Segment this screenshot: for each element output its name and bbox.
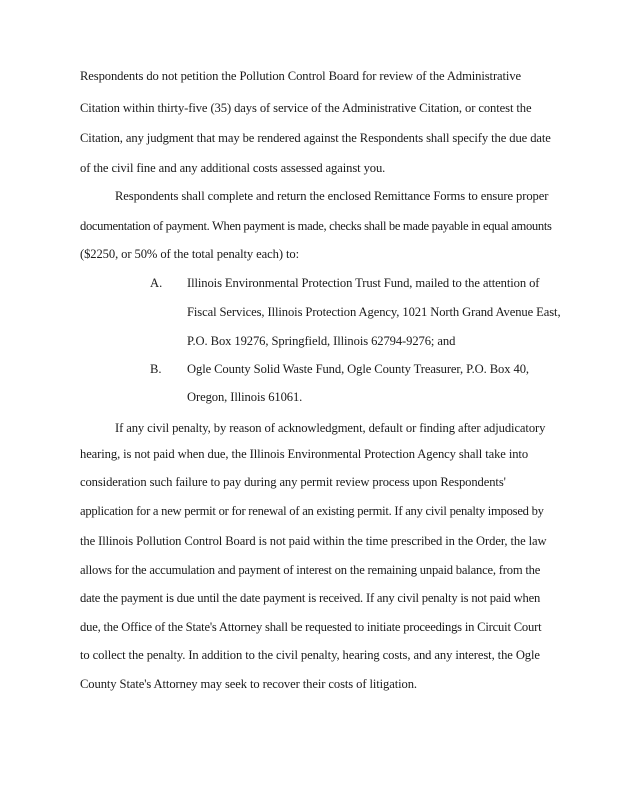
text-line: hearing, is not paid when due, the Illinois Environmental Protection Agency shall take into: [80, 447, 529, 461]
list-marker: A.: [150, 276, 163, 290]
text-line: date the payment is due until the date payment is received. If any civil penalty is not paid when: [80, 591, 541, 605]
text-line: Illinois Environmental Protection Trust Fund, mailed to the attention of: [187, 276, 540, 290]
text-line: Citation, any judgment that may be rendered against the Respondents shall specify the due date: [80, 131, 551, 145]
text-line: If any civil penalty, by reason of acknowledgment, default or finding after adjudicatory: [115, 421, 546, 435]
text-line: documentation of payment. When payment is made, checks shall be made payable in equal amounts: [80, 219, 552, 233]
text-line: due, the Office of the State's Attorney shall be requested to initiate proceedings in Circuit Court: [80, 620, 542, 634]
text-line: Fiscal Services, Illinois Protection Agency, 1021 North Grand Avenue East,: [187, 305, 561, 319]
text-line: application for a new permit or for renewal of an existing permit. If any civil penalty imposed by: [80, 504, 544, 518]
text-line: Respondents do not petition the Pollution Control Board for review of the Administrative: [80, 69, 522, 83]
list-marker: B.: [150, 362, 162, 376]
text-line: Oregon, Illinois 61061.: [187, 390, 303, 404]
text-line: the Illinois Pollution Control Board is not paid within the time prescribed in the Order, the law: [80, 534, 547, 548]
text-line: Citation within thirty-five (35) days of service of the Administrative Citation, or contest the: [80, 101, 532, 115]
text-line: to collect the penalty. In addition to the civil penalty, hearing costs, and any interest, the Ogle: [80, 648, 540, 662]
text-line: ($2250, or 50% of the total penalty each) to:: [80, 247, 299, 261]
text-line: County State's Attorney may seek to recover their costs of litigation.: [80, 677, 417, 691]
text-line: allows for the accumulation and payment of interest on the remaining unpaid balance, from the: [80, 563, 541, 577]
text-line: consideration such failure to pay during any permit review process upon Respondents': [80, 475, 506, 489]
text-line: Ogle County Solid Waste Fund, Ogle County Treasurer, P.O. Box 40,: [187, 362, 529, 376]
text-line: Respondents shall complete and return the enclosed Remittance Forms to ensure proper: [115, 189, 549, 203]
text-line: of the civil fine and any additional costs assessed against you.: [80, 161, 386, 175]
text-line: P.O. Box 19276, Springfield, Illinois 62794-9276; and: [187, 334, 456, 348]
